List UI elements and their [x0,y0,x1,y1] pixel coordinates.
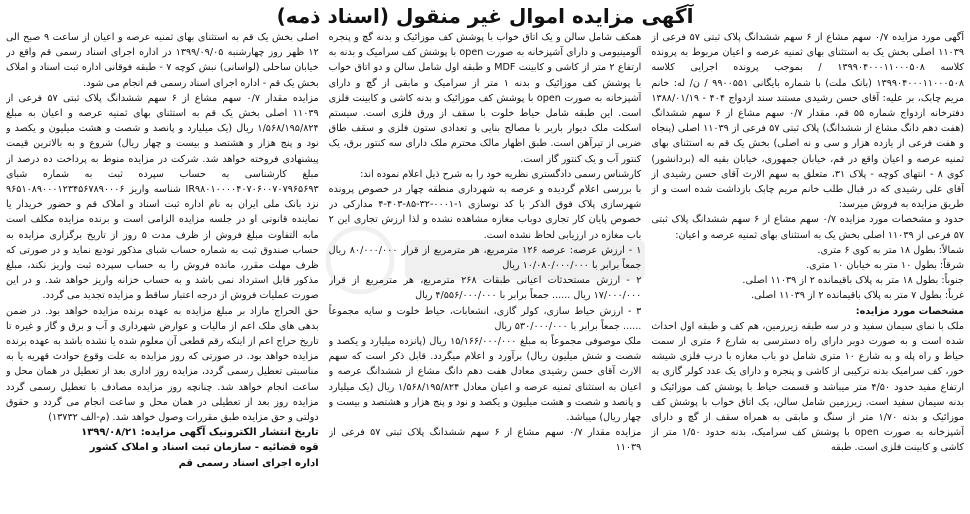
issuer-organization: قوه قضائیه - سازمان ثبت اسناد و املاک کشور [89,442,319,454]
paragraph: مزایده مقدار ۰/۷ سهم مشاع از ۶ سهم ششدانگ پلاک ثبتی ۵۷ فرعی از ۱۱۰۳۹ اصلی بخش یک قم به استثنای بهای ثمنیه عرصه و اعیان به مبلغ ۱/۵۶۸/۱۹۵/۸۲۴ ریال (یک میلیارد و پانصد و شصت و هشت میلیون و یکصد و نود و پنج هزار و هشتصد و بیست و چهار ریال) شروع و به بالاترین قیمت پیشنهادی فروخته خواهد شد. شرکت در مزایده منوط به پرداخت ده درصد از مبلغ کارشناسی به حساب سپرده ثبت به شماره شبای IR۹۸۰۱۰۰۰۰۴۰۷۰۶۰۰۷۰۷۹۶۵۶۹۳ شناسه واریز ۹۶۵۱۰۸۹۰۰۰۱۲۳۴۵۶۷۸۹۰۰۰۶ نزد بانک ملی ایران به نام اداره ثبت اسناد و املاک قم و حضور خریدار یا نماینده قانونی او در جلسه مزایده الزامی است و برنده مزایده مکلف است مابه التفاوت مبلغ فروش از ظرف مدت ۵ روز از تاریخ برگزاری مزایده به حساب صندوق ثبت به شماره حساب شبای مذکور تودیع نماید و در صورتی که ظرف مهلت مقرر، مانده فروش را به حساب سپرده ثبت واریز نکند، مبلغ مذکور قابل استرداد نمی باشد و به حساب خزانه واریز خواهد شد. و در این صورت عملیات فروش از درجه اعتبار ساقط و مزایده تجدید می گردد. [5,92,319,302]
paragraph: همکف شامل سالن و یک اتاق خواب با پوشش کف موزائیک و بدنه گچ و پنجره آلومینیومی و دارای آشپزخانه به صورت open با پوشش کف سرامیک و بدنه به ارتفاع ۲ متر از کاشی و کابینت MDF و طبقه اول شامل سالن و دو اتاق خواب با پوشش کف موزائیک و بدنه ۱ متر از سرامیک و مابقی از گچ و دارای آشپزخانه به صورت open با پوشش کف موزائیک و بدنه کاشی و کابینت فلزی است. این طبقه شامل حیاط خلوت با سقف از ورق فلزی است. سیستم اسکلت ملک دیوار باربر با مصالح بنایی و تعدادی ستون فلزی و سقف طاق ضربی از تیرآهن است. طبق اظهار مالک محترم ملک دارای سه کنتور برق، یک کنتور آب و یک کنتور گاز است. [328,32,642,165]
paragraph: ملک موصوفی مجموعاً به مبلغ ۱۵/۱۶۶/۰۰۰/۰۰۰ ریال (پانزده میلیارد و یکصد و شصت و شش میلیون ریال) برآورد و اعلام میگردد. قابل ذکر است که سهم الارث آقای حسن رشیدی معادل هفت دهم دانگ مشاع از ششدانگ عرصه و اعیان به استثنای ثمنیه عرصه و اعیان معادل ۱/۵۶۸/۱۹۵/۸۲۴ ریال (یک میلیارد و پانصد و شصت و هشت میلیون و یکصد و نود و پنج هزار و هشتصد و بیست و چهار ریال) میباشد. [328,336,642,424]
paragraph: کارشناس رسمی دادگستری نظریه خود را به شرح ذیل اعلام نموده اند: [360,168,642,180]
notice-title: آگهی مزایده اموال غیر منقول (اسناد ذمه) [276,4,694,28]
paragraph: آگهی مورد مزایده ۰/۷ سهم مشاع از ۶ سهم ششدانگ پلاک ثبتی ۵۷ فرعی از ۱۱۰۳۹ اصلی بخش یک به استثنای بهای ثمنیه عرصه و اعیان مربوط به پرونده کلاسه ۱۳۹۹۰۴۰۰۰۱۱۰۰۰۵۰۸ / بموجب پرونده اجرایی کلاسه ۱۳۹۹۰۴۰۰۰۱۱۰۰۰۵۰۸ (بانک ملت) با شماره بایگانی ۹۹۰۰۵۵۱ / ن/ له: خانم مریم چابک، بر علیه: آقای حسن رشیدی مستند سند ازدواج ۴۰۴ - ۱۳۸۸/۰۱/۱۹ دفترخانه ازدواج شماره ۵۵ قم، مقدار ۰/۷ سهم مشاع از ۶ سهم ششدانگ (هفت دهم دانگ مشاع از ششدانگ) پلاک ثبتی ۵۷ فرعی از ۱۱۰۳۹ اصلی (پنجاه و هفت فرعی از یازده هزار و سی و نه اصلی) بخش یک قم به استثنای بهای ثمنیه عرصه و اعیان واقع در قم، خیابان جمهوری، خیابان بقیه اله (بردانشور) کوی ۸ - انتهای کوچه - پلاک ۳۱، متعلق به سهم الارث آقای حسن رشیدی از آقای علی رشیدی که در قبال طلب خانم مریم چابک بازداشت شده است و از طریق مزایده به فروش میرسد: [651,32,964,211]
section-heading: مشخصات مورد مزایده: [855,305,964,317]
column-3 [6,30,319,510]
boundary-west: غرباً: بطول ۷ متر به پلاک باقیمانده ۲ از ۱۱۰۳۹ اصلی. [751,290,964,302]
issuer-office: اداره اجرای اسناد رسمی قم [178,457,319,469]
notice-columns [6,30,964,510]
paragraph: ملک با نمای سیمان سفید و در سه طبقه زیرزمین، هم کف و طبقه اول احداث شده است و به صورت دوبر دارای راه دسترسی به شارع ۶ متری از سمت حیاط و راه پله و به شارع ۱۰ متری شامل دو باب مغازه با درب فلزی شیشه خور، کف سرامیک بدنه ترکیبی از کاشی و پنجره و دارای یک عدد کولر گازی به ارتفاع مفید حدود ۴/۵۰ متر میباشد و قسمت حیاط با پوشش کف موزائیک و بدنه سیمان سفید است. زیرزمین شامل سالن، یک اتاق خواب با پوشش کف موزائیک و بدنه ۱/۷۰ متر از سنگ و مابقی به همراه سقف از گچ و دارای آشپزخانه به صورت open با پوشش کف سرامیک، بدنه حدود ۱/۵۰ متر از کاشی و کابینت فلزی است. طبقه [651,320,964,454]
boundary-east: شرقاً: بطول ۱۰ متر به خیابان ۱۰ متری. [806,260,964,272]
paragraph: مزایده مقدار ۰/۷ سهم مشاع از ۶ سهم ششدانگ پلاک ثبتی ۵۷ فرعی از ۱۱۰۳۹ [328,427,642,454]
column-2 [329,30,642,510]
valuation-item: ۱ - ارزش عرصه: عرصه ۱۲۶ مترمربع، هر مترمربع از قرار ۸۰/۰۰۰/۰۰۰ ریال جمعاً برابر با ۱۰/۰۸۰/۰۰۰/۰۰۰ ریال [328,244,642,272]
paragraph: حق الحراج مازاد بر مبلغ مزایده به عهده برنده مزایده خواهد بود. در ضمن بدهی های ملک اعم از مالیات و عوارض شهرداری و آب و برق و گاز و غیره تا تاریخ حراج اعم از اینکه رقم قطعی آن معلوم شده یا نشده باشد به عهده برنده مزایده خواهد بود. در صورتی که روز مزایده به علت وقوع حوادث قهریه یا به مناسبتی تعطیل رسمی گردد، مزایده روز اداری بعد از تعطیل در همان محل و ساعت انجام خواهد شد. چنانچه روز مزایده مصادف با تعطیل رسمی گردد مزایده روز بعد از تعطیلی در همان محل و ساعت انجام می گردد و حقوق دولتی و حق مزایده طبق مقررات وصول خواهد شد. (م-الف ۱۳۷۳۲) [5,305,319,424]
column-1 [651,30,964,510]
boundary-south: جنوباً: بطول ۱۸ متر به پلاک باقیمانده ۲ از ۱۱۰۳۹ اصلی. [742,275,964,287]
paragraph: اصلی بخش یک قم به استثنای بهای ثمنیه عرصه و اعیان از ساعت ۹ صبح الی ۱۲ ظهر روز چهارشنبه ۱۳۹۹/۰۹/۰۵ در اداره اجرای اسناد رسمی قم واقع در خیابان ساحلی (لواسانی) نبش کوچه ۷ - طبقه فوقانی اداره ثبت اسناد و املاک بخش یک قم - اداره اجرای اسناد رسمی قم انجام می شود. [5,32,319,89]
paragraph: با بررسی اعلام گردیده و عرصه به شهرداری منطقه چهار در خصوص پرونده شهرسازی پلاک فوق الذکر با کد نوسازی ۱-۰۰۰۱-۳۲-۸۵-۴۰۳-۴ مدارکی در خصوص پایان کار تجاری دوباب مغازه مشاهده نشده و لذا ارزش تجاری این ۲ باب مغازه در ارزیابی لحاظ نشده است. [328,184,642,241]
publish-date: تاریخ انتشار الکترونیک آگهی مزایده: ۱۳۹۹/۰۸/۲۱ [81,427,319,439]
valuation-item: ۲ - ارزش مستحدثات اعیانی طبقات ۲۶۸ مترمربع، هر مترمربع از قرار ۱۷/۰۰۰/۰۰۰ ریال ...... جمعاً برابر با ۴/۵۵۶/۰۰۰/۰۰۰ ریال [328,275,642,302]
boundary-north: شمالاً: بطول ۱۸ متر به کوی ۶ متری. [817,244,964,256]
valuation-item: ۳ - ارزش حیاط سازی، کولر گازی، انشعابات، حیاط خلوت و سایه مجموعاً ...... جمعاً برابر با ۵۳۰/۰۰۰/۰۰۰ ریال [328,305,642,332]
paragraph: حدود و مشخصات مورد مزایده ۰/۷ سهم مشاع از ۶ سهم ششدانگ پلاک ثبتی ۵۷ فرعی از ۱۱۰۳۹ اصلی بخش یک به استثنای بهای ثمنیه عرصه و اعیان: [651,214,964,241]
